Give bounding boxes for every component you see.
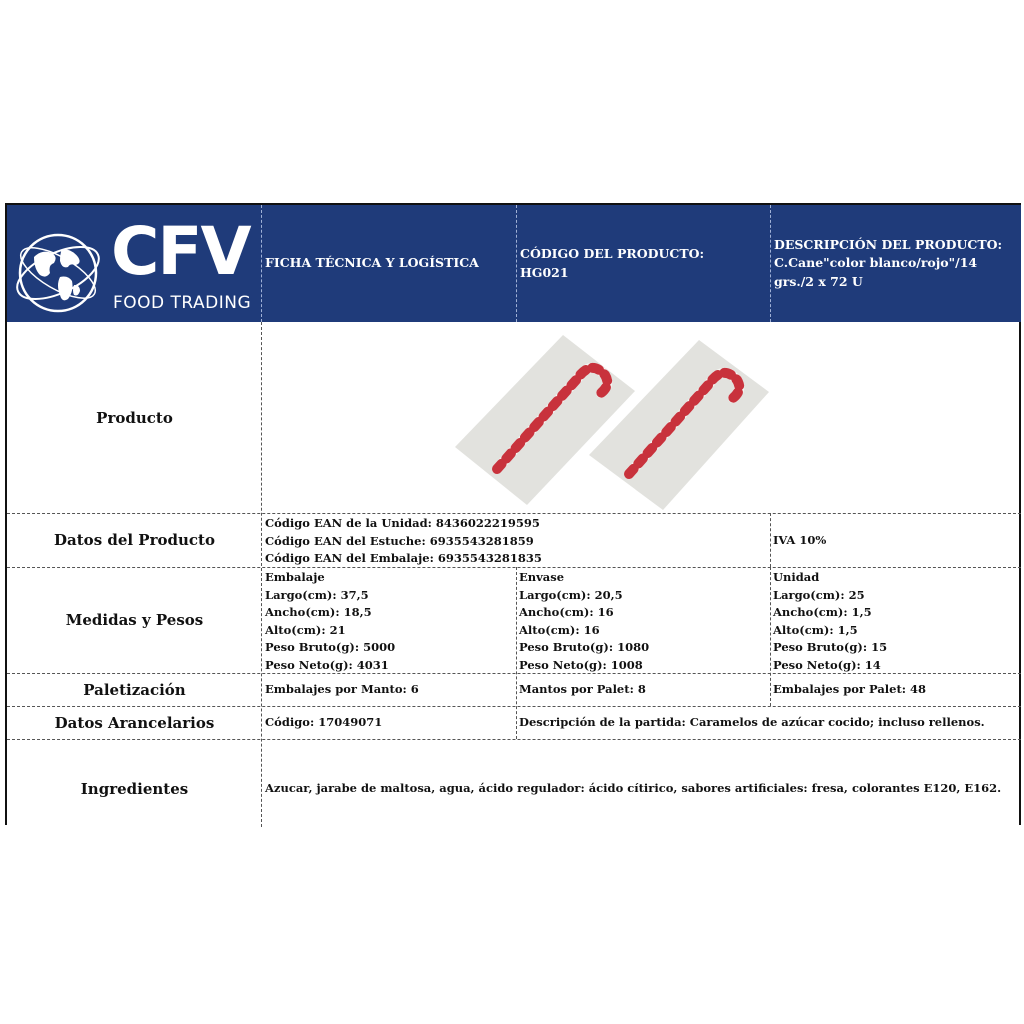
measure-line: Ancho(cm): 18,5 [265,605,372,619]
row-label-medidas: Medidas y Pesos [65,611,204,629]
row-label-arancel: Datos Arancelarios [54,713,215,732]
company-logo [7,205,262,322]
measure-line: Alto(cm): 1,5 [773,622,858,637]
ean-case: Código EAN del Estuche: 6935543281859 [265,533,534,548]
measure-line: Peso Bruto(g): 15 [773,640,888,654]
measure-line: Embalaje [265,570,325,584]
packs-per-layer: Embalajes por Manto: 6 [265,682,419,696]
measure-line: Peso Bruto(g): 5000 [265,640,396,654]
product-sheet [5,203,1021,825]
product-code-cell [516,205,770,322]
logo-subtitle: FOOD TRADING [113,293,252,313]
product-description-label: DESCRIPCIÓN DEL PRODUCTO: [774,237,1003,253]
packs-per-pallet: Embalajes por Palet: 48 [773,682,927,696]
measure-line: Alto(cm): 21 [265,622,346,637]
measure-line: Peso Neto(g): 1008 [519,657,643,672]
sheet-title [261,205,516,322]
product-code-value: HG021 [520,264,569,280]
product-code-label: CÓDIGO DEL PRODUCTO: [520,246,705,262]
measure-line: Peso Neto(g): 14 [773,657,881,672]
tariff-description: Descripción de la partida: Caramelos de azúcar cocido; incluso rellenos. [519,715,985,729]
product-description-cell [770,205,1021,322]
measure-line: Alto(cm): 16 [519,622,600,637]
ean-unit: Código EAN de la Unidad: 8436022219595 [265,516,540,530]
ean-codes [265,515,542,568]
measure-line: Ancho(cm): 1,5 [773,605,872,619]
measure-line: Ancho(cm): 16 [519,605,614,619]
product-description-value: C.Cane"color blanco/rojo"/14 grs./2 x 72 U [774,255,978,289]
measure-line: Largo(cm): 25 [773,587,865,602]
ean-packaging: Código EAN del Embalaje: 6935543281835 [265,551,542,565]
sheet-title-text: FICHA TÉCNICA Y LOGÍSTICA [265,255,479,271]
unit-measures [773,569,887,674]
globe-icon [12,227,104,319]
layers-per-pallet: Mantos por Palet: 8 [519,682,646,696]
candy-cane-photo [589,340,769,510]
measure-line: Largo(cm): 20,5 [519,587,623,602]
sheet-header [7,205,1021,322]
column-divider [516,567,517,739]
column-divider [770,567,771,706]
measure-line: Largo(cm): 37,5 [265,587,369,602]
measure-line: Peso Bruto(g): 1080 [519,640,650,654]
logo-brand-text: CFV [111,213,250,290]
row-label-ingredientes: Ingredientes [80,780,189,798]
row-label-paletizacion: Paletización [83,680,186,699]
measure-line: Envase [519,570,565,584]
ingredients-text: Azucar, jarabe de maltosa, agua, ácido regulador: ácido cítirico, sabores artificiales: fresa, colorantes E120, E162. [265,781,1002,795]
tariff-code: Código: 17049071 [265,715,383,729]
column-divider [770,513,771,567]
measure-line: Unidad [773,570,820,584]
container-measures [519,569,649,674]
vat-rate: IVA 10% [773,533,827,547]
row-label-datos: Datos del Producto [54,531,215,549]
measure-line: Peso Neto(g): 4031 [265,657,389,672]
row-label-producto: Producto [96,408,173,427]
packaging-measures [265,569,395,674]
